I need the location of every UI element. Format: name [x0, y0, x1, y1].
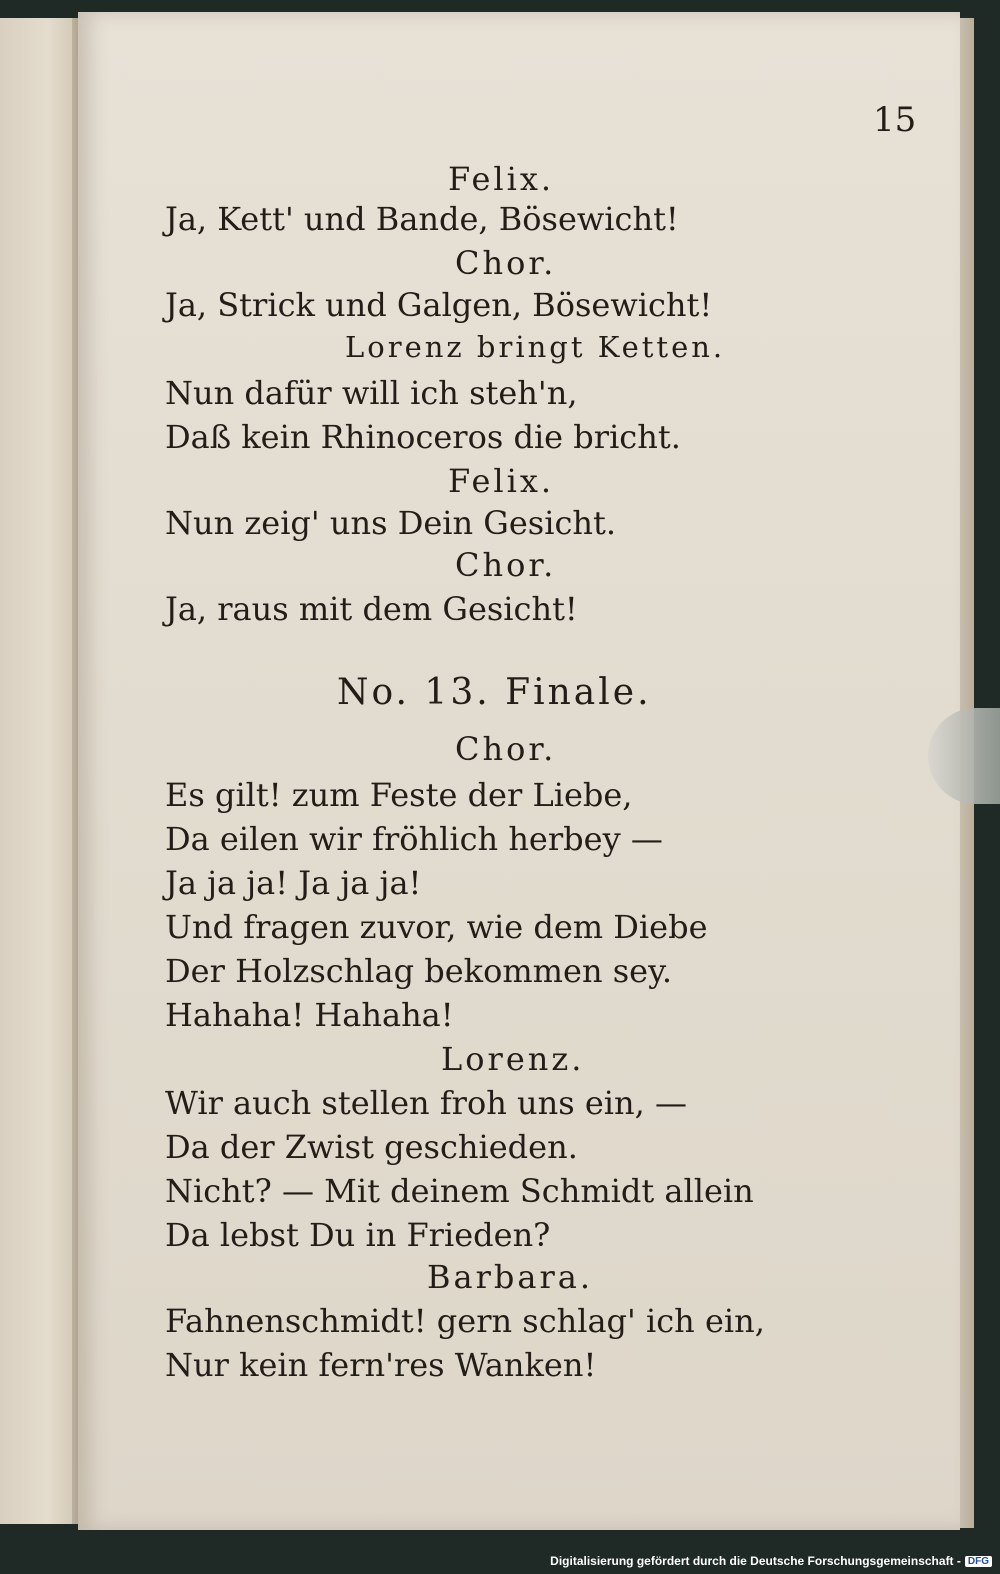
page-number: 15	[873, 100, 917, 140]
speaker-label: Felix.	[448, 160, 555, 198]
verse-line: Ja, Kett' und Bande, Bösewicht!	[165, 200, 679, 238]
speaker-label: Chor.	[455, 730, 557, 768]
stage-direction: Lorenz bringt Ketten.	[345, 330, 726, 364]
verse-line: Da eilen wir fröhlich herbey —	[165, 820, 663, 858]
section-heading: No. 13. Finale.	[337, 672, 652, 713]
speaker-label: Chor.	[455, 244, 557, 282]
verse-line: Daß kein Rhinoceros die bricht.	[165, 418, 681, 456]
verse-line: Es gilt! zum Feste der Liebe,	[165, 776, 633, 814]
speaker-label: Chor.	[455, 546, 557, 584]
verse-line: Da lebst Du in Frieden?	[165, 1216, 551, 1254]
left-page-edge	[0, 18, 83, 1524]
verse-line: Da der Zwist geschieden.	[165, 1128, 578, 1166]
verse-line: Nun dafür will ich steh'n,	[165, 374, 578, 412]
verse-line: Ja, raus mit dem Gesicht!	[165, 590, 578, 628]
verse-line: Nun zeig' uns Dein Gesicht.	[165, 504, 617, 542]
speaker-label: Barbara.	[427, 1258, 593, 1296]
verse-line: Wir auch stellen froh uns ein, —	[165, 1084, 687, 1122]
verse-line: Ja ja ja! Ja ja ja!	[165, 864, 422, 902]
speaker-label: Felix.	[448, 462, 555, 500]
digitization-footer	[550, 1554, 992, 1568]
footer-credit: Digitalisierung gefördert durch die Deutsche Forschungsgemeinschaft -	[550, 1554, 961, 1568]
verse-line: Der Holzschlag bekommen sey.	[165, 952, 673, 990]
speaker-label: Lorenz.	[441, 1040, 585, 1078]
verse-line: Hahaha! Hahaha!	[165, 996, 454, 1034]
verse-line: Fahnenschmidt! gern schlag' ich ein,	[165, 1302, 765, 1340]
verse-line: Ja, Strick und Galgen, Bösewicht!	[165, 286, 713, 324]
verse-line: Nicht? — Mit deinem Schmidt allein	[165, 1172, 754, 1210]
dfg-logo: DFG	[965, 1556, 992, 1567]
verse-line: Nur kein fern'res Wanken!	[165, 1346, 597, 1384]
verse-line: Und fragen zuvor, wie dem Diebe	[165, 908, 708, 946]
